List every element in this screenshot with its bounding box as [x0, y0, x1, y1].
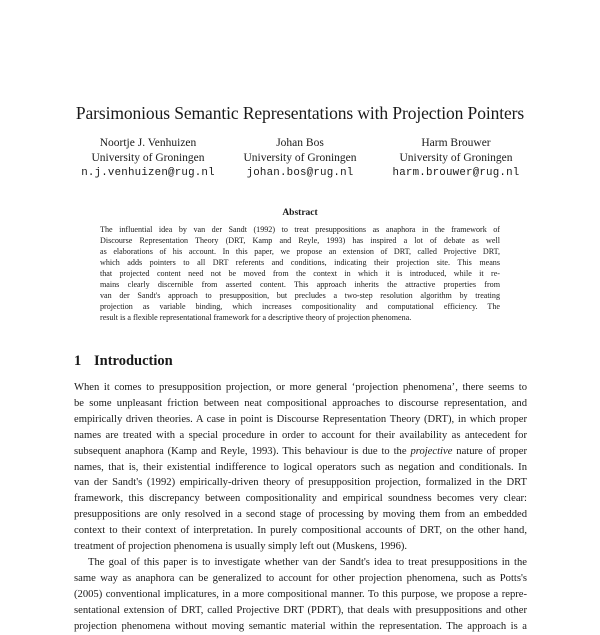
author-name: Harm Brouwer	[421, 137, 491, 149]
author-block	[0, 136, 600, 186]
body-line: be some unpleasant friction between neat compositional approaches to discourse representation, and	[74, 397, 527, 409]
body-line: context to their context of interpretation. In purely compositional accounts of DRT, on the other hand,	[74, 525, 527, 537]
body-line: same way as anaphora can be generalized to account for other projection phenomena, such as Potts's	[74, 572, 527, 584]
body-line: van der Sandt's (1992) empirically-driven theory of presupposition projection, formalized in the DRT	[74, 477, 527, 489]
author-affiliation: University of Groningen	[243, 152, 357, 164]
author-1	[63, 136, 233, 181]
abstract-line: projection as variable binding, which increases compositionality and computational efficiency. The	[100, 302, 500, 311]
body-line: presuppositions are only resolved in a second stage of processing by moving them from an embedded	[74, 509, 527, 521]
body-line: (2005) conventional implicatures, in a more compositional manner. To this purpose, we propose a repre-	[74, 588, 527, 600]
abstract-line: that projected content need not be moved from the context in which it is introduced, while it re-	[100, 269, 500, 278]
author-name: Johan Bos	[276, 137, 324, 149]
author-name: Noortje J. Venhuizen	[99, 137, 197, 149]
body-line-with-emphasis	[74, 444, 527, 460]
paper-title: Parsimonious Semantic Representations with Projection Pointers	[75, 103, 525, 123]
author-2	[215, 136, 385, 181]
abstract-heading: Abstract	[282, 208, 318, 218]
body-line: framework, this discrepancy between compositionality and empirical soundness becomes very clear:	[74, 493, 527, 505]
abstract-line: as elaborations of his account. In this paper, we propose an extension of DRT, called Projective DRT,	[100, 247, 500, 256]
author-3	[371, 136, 541, 181]
body-line: When it comes to presupposition projection, or more general ‘projection phenomena’, there seems to	[74, 382, 527, 393]
author-affiliation: University of Groningen	[91, 152, 205, 164]
abstract-line: The influential idea by van der Sandt (1992) to treat presuppositions as anaphora in the framework of	[100, 225, 500, 234]
body-line: treatment of projection phenomena is usually simply left out (Muskens, 1996).	[74, 541, 408, 553]
body-line: names are treated with a special procedure in order to account for their availability as antecedent for	[74, 429, 527, 441]
abstract-line: Discourse Representation Theory (DRT, Kamp and Reyle, 1993) has inspired a lot of debate as well	[100, 236, 500, 245]
body-text	[74, 380, 527, 635]
section-number: 1	[74, 353, 82, 369]
abstract-line: mains clearly discernible from asserted content. This approach inherits the attractive properties from	[100, 280, 500, 289]
section-heading	[74, 352, 173, 370]
body-line: names, that is, their existential indifference to logical operators such as negation and conditionals. In	[74, 461, 527, 473]
author-email: n.j.venhuizen@rug.nl	[81, 167, 215, 179]
author-email: johan.bos@rug.nl	[246, 167, 354, 179]
body-line: sentational extension of DRT, called Projective DRT (PDRT), that deals with presuppositions and other	[74, 604, 527, 616]
author-email: harm.brouwer@rug.nl	[392, 167, 520, 179]
abstract-body	[100, 224, 500, 323]
body-line-start: subsequent anaphora (Kamp and Reyle, 1993). This behaviour is due to the	[74, 445, 411, 457]
body-line-end: nature of proper	[452, 445, 527, 457]
body-line: empirically driven theories. A case in point is Discourse Representation Theory (DRT), in which proper	[74, 413, 527, 425]
abstract-line: van der Sandt's approach to presupposition, but precludes a two-step resolution algorithm by treating	[100, 291, 500, 300]
emphasized-word: projective	[410, 445, 453, 457]
section-title: Introduction	[94, 353, 173, 369]
body-line: projection phenomena without moving semantic material within the representation. The approach is a	[74, 620, 527, 632]
author-affiliation: University of Groningen	[399, 152, 513, 164]
abstract-line: which adds pointers to all DRT referents and conditions, indicating their projection site. This means	[100, 258, 500, 267]
body-line: The goal of this paper is to investigate whether van der Sandt's idea to treat presuppositions in the	[88, 556, 527, 568]
abstract-line: result is a flexible representational framework for a descriptive theory of projection phenomena.	[100, 313, 412, 322]
